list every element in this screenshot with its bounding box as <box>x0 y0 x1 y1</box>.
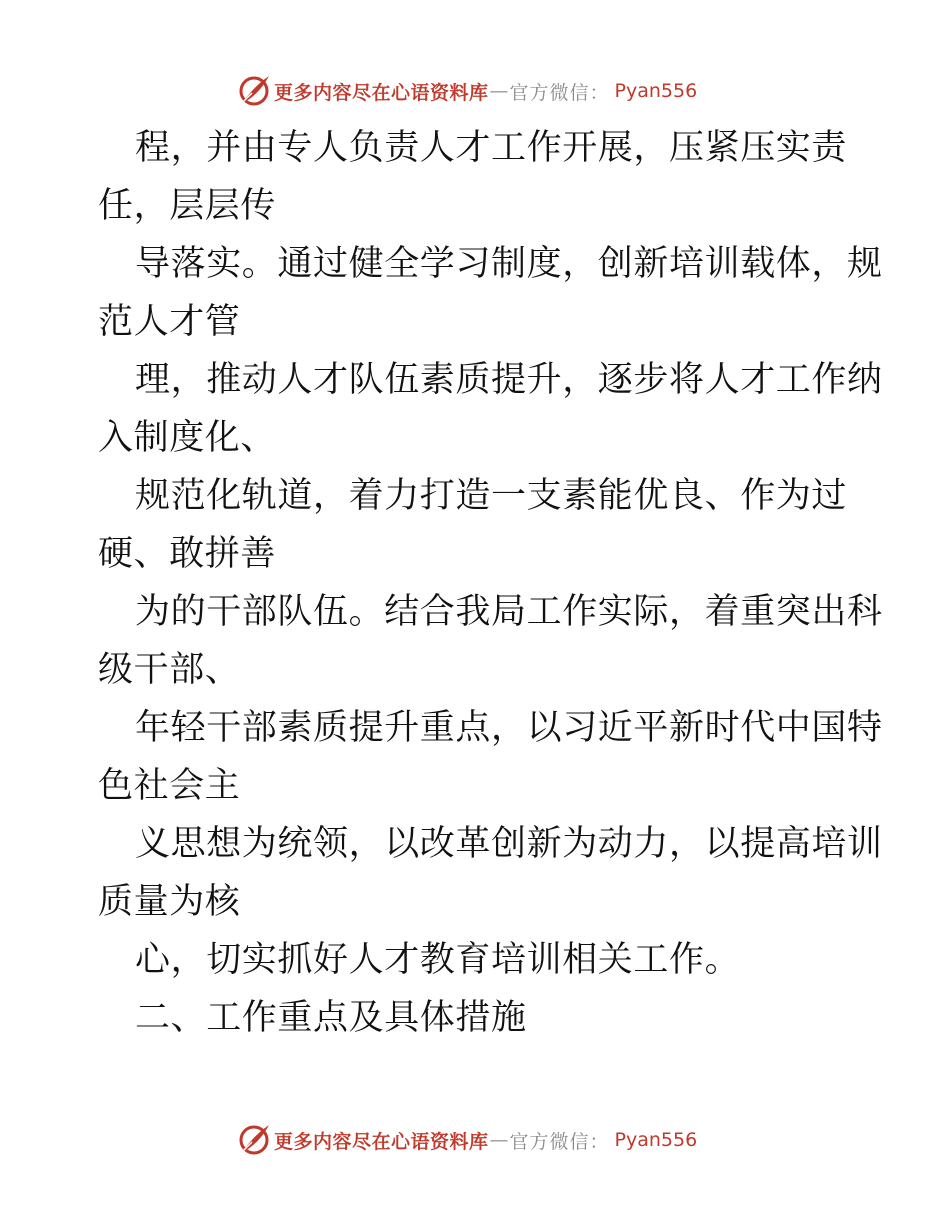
body-line: 理，推动人才队伍素质提升，逐步将人才工作纳 <box>135 360 883 400</box>
section-heading: 二、工作重点及具体措施 <box>135 998 527 1038</box>
body-line: 硬、敢拼善 <box>98 534 277 574</box>
body-line: 义思想为统领，以改革创新为动力，以提高培训 <box>135 824 883 864</box>
body-line: 任，层层传 <box>98 186 277 226</box>
quill-logo-icon <box>236 73 272 109</box>
header-watermark <box>236 73 697 109</box>
watermark-colon: ： <box>589 81 609 104</box>
document-body <box>98 124 883 1052</box>
body-line: 心，切实抓好人才教育培训相关工作。 <box>135 940 741 980</box>
watermark-colon: ： <box>589 1130 609 1153</box>
body-line: 年轻干部素质提升重点，以习近平新时代中国特 <box>135 708 883 748</box>
watermark-wechat-id: Pyan556 <box>614 80 698 102</box>
body-line: 程，并由专人负责人才工作开展，压紧压实责 <box>135 128 848 168</box>
body-line: 为的干部队伍。结合我局工作实际，着重突出科 <box>135 592 883 632</box>
footer-watermark <box>236 1122 697 1158</box>
body-line: 级干部、 <box>98 650 241 690</box>
body-line: 范人才管 <box>98 302 241 342</box>
body-line: 入制度化、 <box>98 418 277 458</box>
watermark-wechat-id: Pyan556 <box>614 1129 698 1151</box>
watermark-dash: — <box>489 1129 509 1151</box>
body-line: 导落实。通过健全学习制度，创新培训载体，规 <box>135 244 883 284</box>
body-line: 质量为核 <box>98 882 241 922</box>
watermark-dash: — <box>489 80 509 102</box>
watermark-site-text: 更多内容尽在心语资料库 <box>274 81 489 104</box>
watermark-official-label: 官方微信 <box>509 81 590 104</box>
watermark-official-label: 官方微信 <box>509 1130 590 1153</box>
watermark-site-text: 更多内容尽在心语资料库 <box>274 1130 489 1153</box>
body-line: 色社会主 <box>98 766 241 806</box>
body-line: 规范化轨道，着力打造一支素能优良、作为过 <box>135 476 848 516</box>
quill-logo-icon <box>236 1122 272 1158</box>
